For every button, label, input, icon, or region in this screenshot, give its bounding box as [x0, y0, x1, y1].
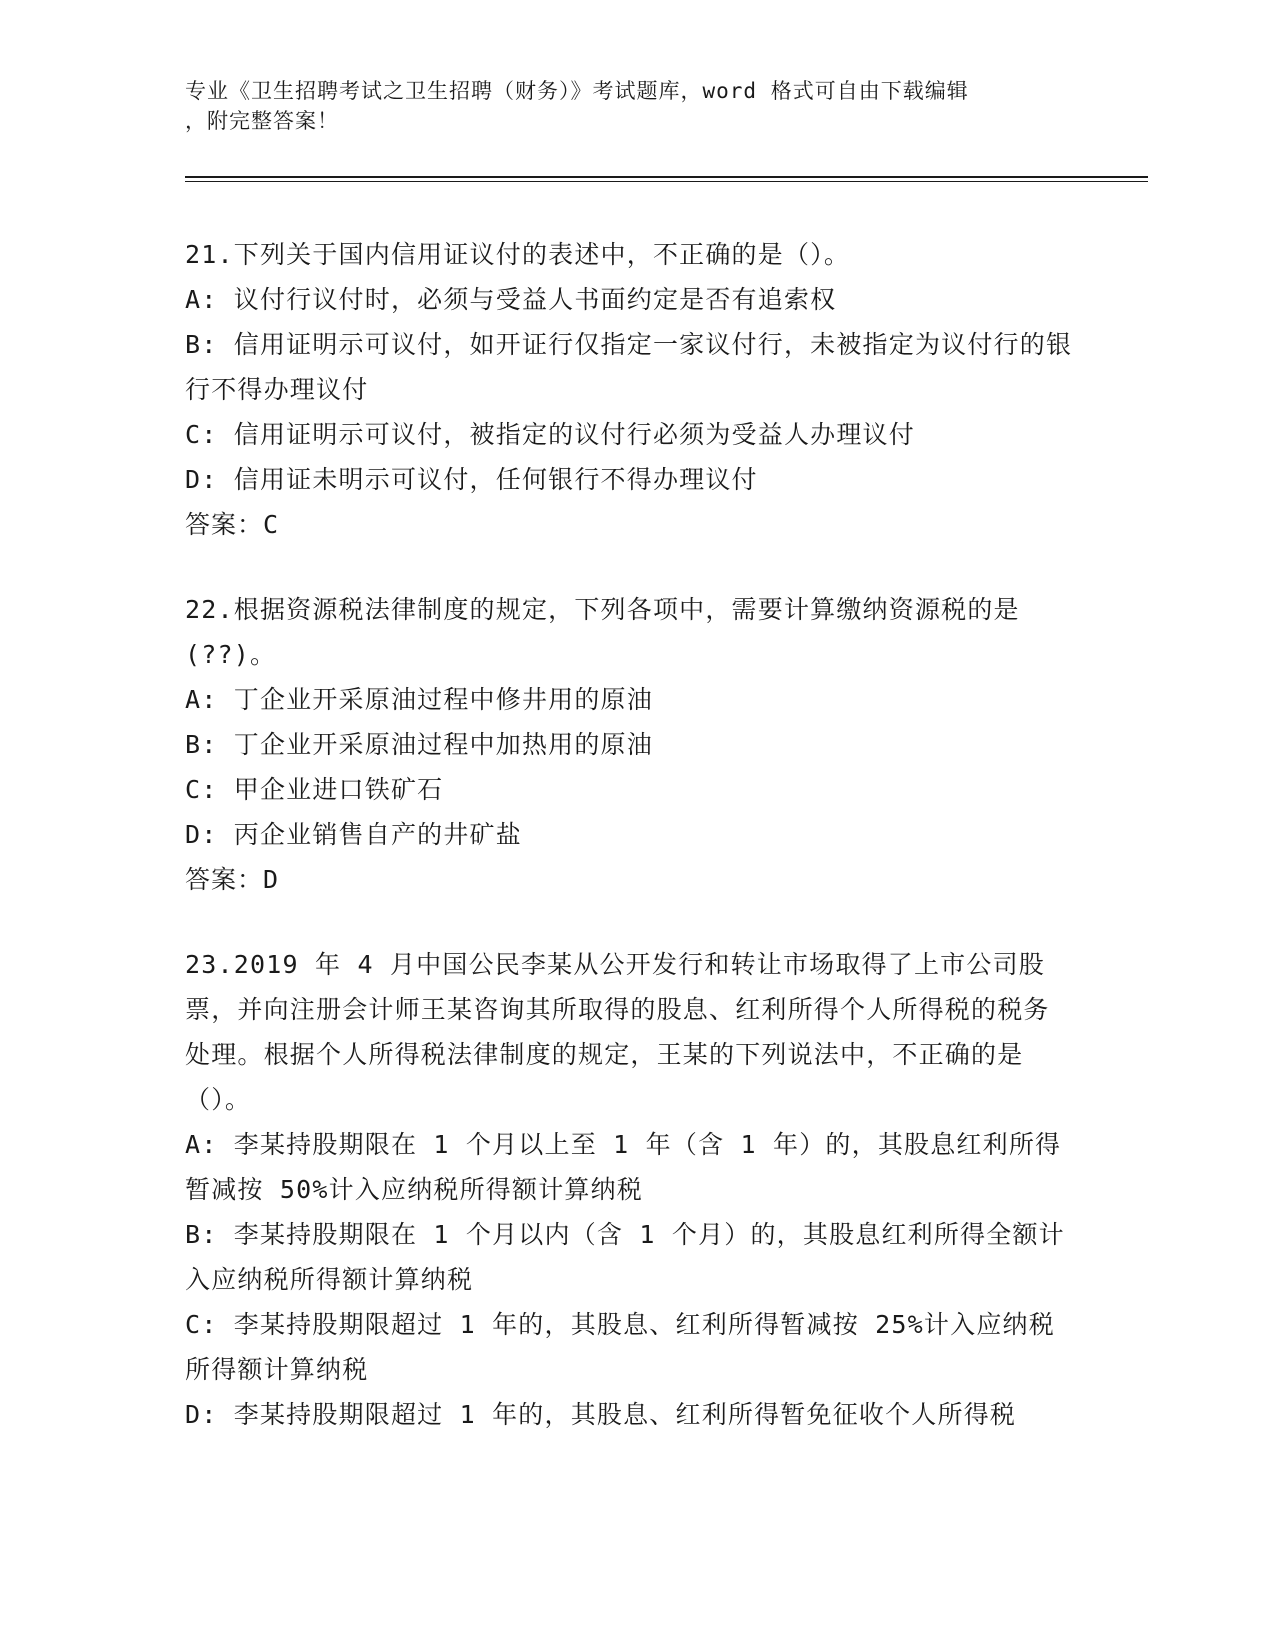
option-b: B: 李某持股期限在 1 个月以内（含 1 个月）的，其股息红利所得全额计入应纳税所得额计算纳税 [185, 1220, 1065, 1294]
question-list [185, 232, 1075, 1477]
option-c: C: 信用证明示可议付，被指定的议付行必须为受益人办理议付 [185, 420, 915, 449]
answer-value: C [263, 510, 280, 539]
header-divider-thin [185, 181, 1148, 182]
option-b: B: 信用证明示可议付，如开证行仅指定一家议付行，未被指定为议付行的银行不得办理议付 [185, 330, 1073, 404]
question-23 [185, 942, 1075, 1437]
answer-line [185, 502, 1075, 547]
question-21 [185, 232, 1075, 547]
document-header: 专业《卫生招聘考试之卫生招聘（财务）》考试题库，word 格式可自由下载编辑 ，附完整答案！ [185, 79, 969, 133]
option-d: D: 李某持股期限超过 1 年的，其股息、红利所得暂免征收个人所得税 [185, 1400, 1017, 1429]
option-c: C: 李某持股期限超过 1 年的，其股息、红利所得暂减按 25%计入应纳税所得额计算纳税 [185, 1310, 1055, 1384]
option-a: A: 李某持股期限在 1 个月以上至 1 年（含 1 年）的，其股息红利所得暂减按 50%计入应纳税所得额计算纳税 [185, 1130, 1062, 1204]
option-c: C: 甲企业进口铁矿石 [185, 775, 444, 804]
option-d: D: 信用证未明示可议付，任何银行不得办理议付 [185, 465, 758, 494]
question-stem: 21.下列关于国内信用证议付的表述中，不正确的是（）。 [185, 240, 851, 269]
answer-label: 答案： [185, 865, 264, 894]
option-a: A: 丁企业开采原油过程中修井用的原油 [185, 685, 653, 714]
question-stem: 23.2019 年 4 月中国公民李某从公开发行和转让市场取得了上市公司股票，并向注册会计师王某咨询其所取得的股息、红利所得个人所得税的税务处理。根据个人所得税法律制度的规定，王某的下列说法中，不正确的是（）。 [185, 950, 1050, 1114]
header-divider-thick [185, 176, 1148, 178]
answer-value: D [263, 865, 280, 894]
option-b: B: 丁企业开采原油过程中加热用的原油 [185, 730, 653, 759]
question-stem: 22.根据资源税法律制度的规定，下列各项中，需要计算缴纳资源税的是(??)。 [185, 595, 1020, 669]
option-a: A: 议付行议付时，必须与受益人书面约定是否有追索权 [185, 285, 837, 314]
question-22 [185, 587, 1075, 902]
answer-line [185, 857, 1075, 902]
option-d: D: 丙企业销售自产的井矿盐 [185, 820, 522, 849]
answer-label: 答案： [185, 510, 264, 539]
